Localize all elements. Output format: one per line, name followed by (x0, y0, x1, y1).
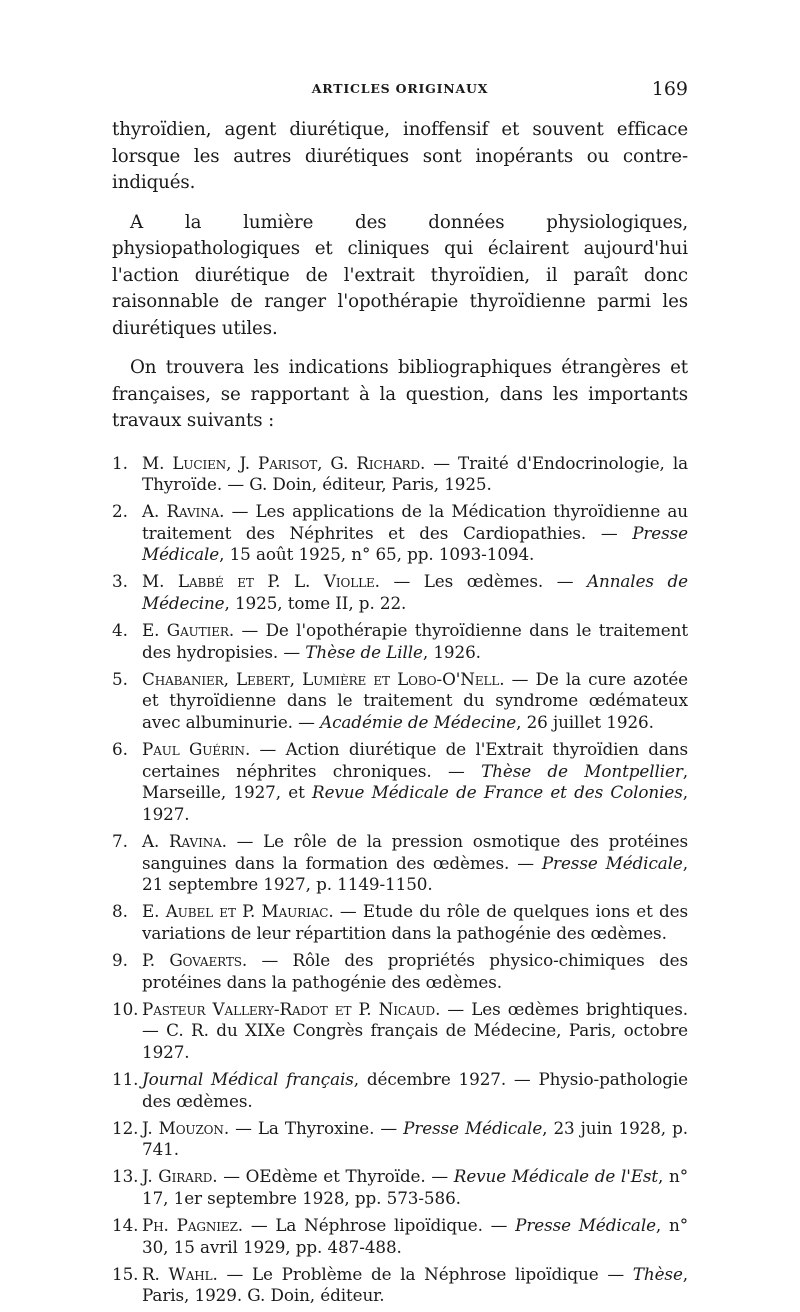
reference-item: 9. P. Govaerts. — Rôle des propriétés physico-chimiques des protéines dans la pathogénie des œdèmes. (112, 949, 688, 992)
paragraph-2: A la lumière des données physiologiques, physiopathologiques et cliniques qui éclairent aujourd'hui l'action diurétique de l'extrait thyroïdien, il paraît donc raisonnable de ranger l'opothérapie thyroïdienne parmi les diurétiques utiles. (112, 211, 688, 339)
reference-item: 4. E. Gautier. — De l'opothérapie thyroïdienne dans le traitement des hydropisies. — Thèse de Lille, 1926. (112, 620, 688, 662)
reference-list (112, 453, 688, 1307)
reference-item: 12. J. Mouzon. — La Thyroxine. — Presse Médicale, 23 juin 1928, p. 741. (112, 1117, 688, 1160)
reference-item: 10. Pasteur Vallery-Radot et P. Nicaud. — Les œdèmes brightiques. — C. R. du XIXe Congrès français de Médecine, Paris, octobre 1927. (112, 998, 688, 1062)
reference-item: 14. Ph. Pagniez. — La Néphrose lipoïdique. — Presse Médicale, n° 30, 15 avril 1929, pp. 487-488. (112, 1215, 688, 1257)
paragraph-3: On trouvera les indications bibliographiques étrangères et françaises, se rapportant à la question, dans les importants travaux suivants : (112, 357, 688, 431)
reference-item: 6. Paul Guérin. — Action diurétique de l'Extrait thyroïdien dans certaines néphrites chroniques. — Thèse de Montpellier, Marseille, 1927, et Revue Médicale de France et des Colonies, 1927. (112, 739, 689, 824)
page-header (112, 78, 688, 100)
reference-item: 3. M. Labbé et P. L. Violle. — Les œdèmes. — Annales de Médecine, 1925, tome II, p. 22. (112, 571, 688, 614)
reference-item: 5. Chabanier, Lebert, Lumière et Lobo-O'Nell. — De la cure azotée et thyroïdienne dans le traitement du syndrome œdémateux avec albuminurie. — Académie de Médecine, 26 juillet 1926. (112, 668, 688, 733)
reference-item: 1. M. Lucien, J. Parisot, G. Richard. — Traité d'Endocrinologie, la Thyroïde. — G. Doin, éditeur, Paris, 1925. (112, 452, 688, 495)
reference-item: 15. R. Wahl. — Le Problème de la Néphrose lipoïdique — Thèse, Paris, 1929. G. Doin, éditeur. (112, 1263, 689, 1306)
reference-item: 11. Journal Médical français, décembre 1927. — Physio-pathologie des œdèmes. (112, 1068, 689, 1111)
reference-item: 7. A. Ravina. — Le rôle de la pression osmotique des protéines sanguines dans la formation des œdèmes. — Presse Médicale, 21 septembre 1927, p. 1149-1150. (112, 831, 689, 895)
reference-item: 8. E. Aubel et P. Mauriac. — Etude du rôle de quelques ions et des variations de leur répartition dans la pathogénie des œdèmes. (112, 901, 689, 943)
reference-item: 13. J. Girard. — OEdème et Thyroïde. — Revue Médicale de l'Est, n° 17, 1er septembre 1928, pp. 573-586. (112, 1166, 688, 1208)
reference-item: 2. A. Ravina. — Les applications de la Médication thyroïdienne au traitement des Néphrites et des Cardiopathies. — Presse Médicale, 15 août 1925, n° 65, pp. 1093-1094. (112, 501, 688, 565)
paragraph-1: thyroïdien, agent diurétique, inoffensif et souvent efficace lorsque les autres diurétiques sont inopérants ou contre-indiqués. (112, 119, 688, 193)
running-title: ARTICLES ORIGINAUX (311, 81, 489, 96)
page-body (112, 117, 688, 1312)
page-number: 169 (651, 78, 688, 100)
